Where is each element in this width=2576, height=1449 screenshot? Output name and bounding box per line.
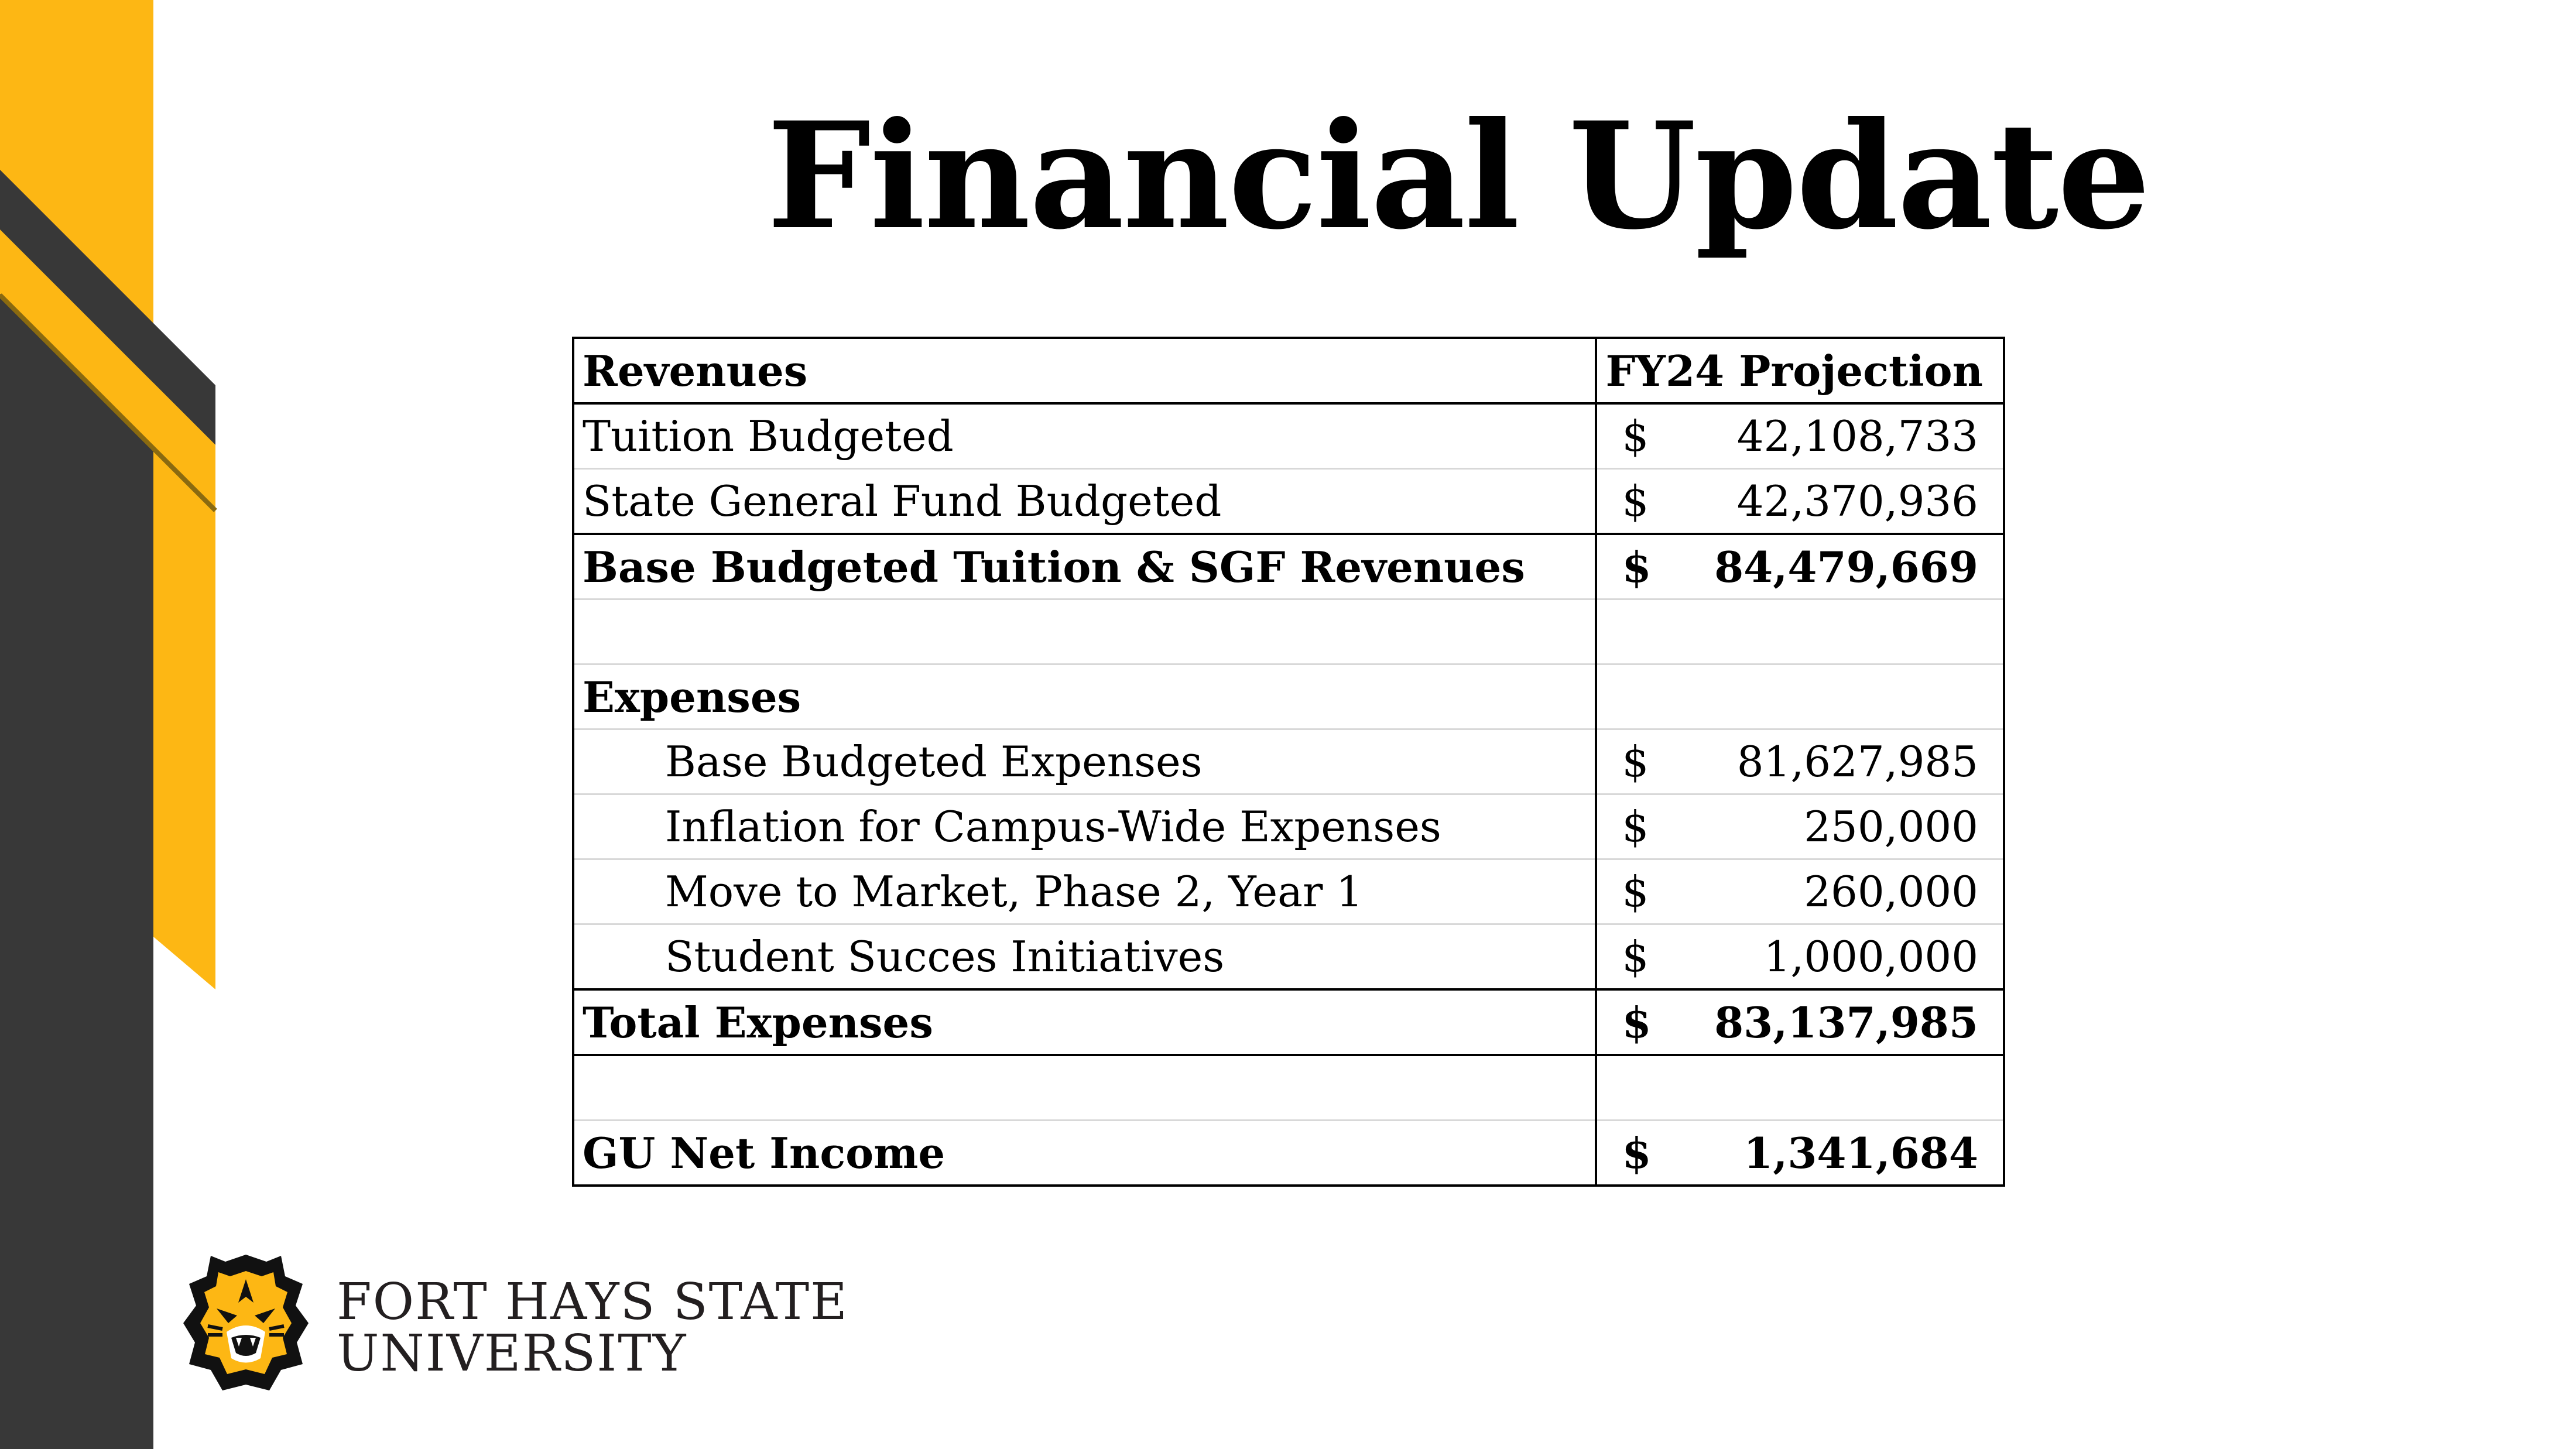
currency-symbol: $ — [1622, 802, 1649, 851]
financial-table — [572, 337, 2005, 1187]
table-row — [573, 859, 2004, 924]
row-amount: 1,341,684 — [1743, 1128, 1978, 1178]
row-label: State General Fund Budgeted — [573, 469, 1596, 535]
row-amount: 260,000 — [1804, 867, 1978, 916]
row-label — [573, 1055, 1596, 1121]
wordmark-line-1: FORT HAYS STATE — [337, 1273, 848, 1331]
wordmark-line-2: UNIVERSITY — [337, 1324, 687, 1383]
row-amount: 1,000,000 — [1763, 932, 1978, 981]
header-revenues: Revenues — [573, 338, 1596, 403]
table-row-empty — [573, 1055, 2004, 1121]
row-label — [573, 600, 1596, 664]
row-label: Move to Market, Phase 2, Year 1 — [573, 859, 1596, 924]
row-amount: 84,479,669 — [1714, 542, 1978, 592]
table-section-header — [573, 664, 2004, 729]
row-amount: 42,370,936 — [1736, 477, 1978, 526]
university-wordmark — [337, 1273, 848, 1383]
currency-symbol: $ — [1622, 477, 1649, 526]
currency-symbol: $ — [1622, 737, 1649, 786]
tiger-head-icon — [173, 1250, 319, 1396]
currency-symbol: $ — [1622, 867, 1649, 916]
currency-symbol: $ — [1622, 542, 1652, 592]
row-amount: 250,000 — [1804, 802, 1978, 851]
table-row-total — [573, 989, 2004, 1055]
row-amount: 42,108,733 — [1736, 412, 1978, 461]
table-row — [573, 403, 2004, 469]
row-label: Total Expenses — [573, 989, 1596, 1055]
table-row-subtotal — [573, 534, 2004, 600]
row-label: Tuition Budgeted — [573, 403, 1596, 469]
section-label-expenses: Expenses — [573, 664, 1596, 729]
page-title: Financial Update — [767, 90, 2150, 262]
row-amount: 81,627,985 — [1736, 737, 1978, 786]
currency-symbol: $ — [1622, 1128, 1652, 1178]
row-amount: 83,137,985 — [1714, 997, 1978, 1047]
table-row — [573, 729, 2004, 794]
header-fy24-projection: FY24 Projection — [1605, 345, 1983, 396]
table-row-net-income — [573, 1121, 2004, 1186]
row-label: Inflation for Campus-Wide Expenses — [573, 794, 1596, 859]
row-label: Base Budgeted Expenses — [573, 729, 1596, 794]
table-row — [573, 794, 2004, 859]
table-row-empty — [573, 600, 2004, 664]
row-label: Student Succes Initiatives — [573, 924, 1596, 990]
table-row — [573, 469, 2004, 535]
row-label: GU Net Income — [573, 1121, 1596, 1186]
table-header-row — [573, 338, 2004, 403]
currency-symbol: $ — [1622, 997, 1652, 1047]
row-label: Base Budgeted Tuition & SGF Revenues — [573, 534, 1596, 600]
currency-symbol: $ — [1622, 412, 1649, 461]
currency-symbol: $ — [1622, 932, 1649, 981]
table-row — [573, 924, 2004, 990]
decorative-side-band — [0, 0, 222, 1449]
